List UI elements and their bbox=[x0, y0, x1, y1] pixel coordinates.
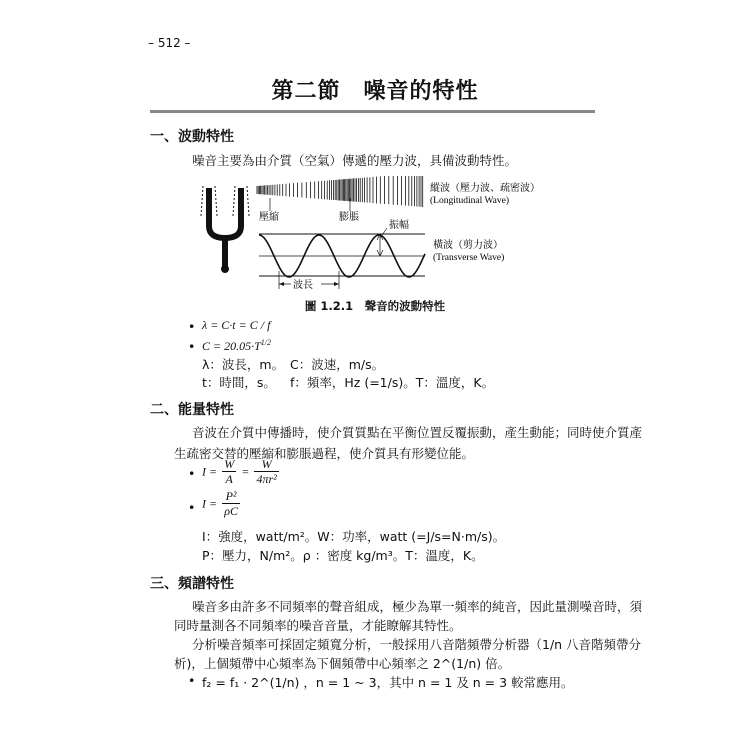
energy-para-line1: 音波在介質中傳播時，使介質質點在平衡位置反覆振動，產生動能；同時使介質產 bbox=[192, 425, 643, 440]
formula-intensity-power: I = $\frac{W}{A}$ = $\frac{W}{\text{4πr²}}$ bbox=[202, 457, 277, 486]
longitudinal-label-zh: 縱波（壓力波、疏密波） bbox=[430, 183, 540, 194]
tuning-fork-icon bbox=[201, 186, 249, 273]
transverse-wave bbox=[259, 234, 425, 289]
def-pressure-density: P：壓力，N/m²。ρ ：密度 kg/m³。T：溫度，K。 bbox=[202, 548, 484, 563]
def-intensity-power: I：強度，watt/m²。W：功率，watt (=J/s=N·m/s)。 bbox=[202, 529, 506, 544]
compression-label: 壓縮 bbox=[259, 212, 279, 223]
wave-figure bbox=[195, 176, 555, 301]
spectrum-para-line3: 分析噪音頻率可採固定頻寬分析，一般採用八音階頻帶分析器（1/n 八音階頻帶分 bbox=[192, 637, 642, 652]
longitudinal-wave bbox=[257, 176, 423, 207]
spectrum-para-line1: 噪音多由許多不同頻率的聲音組成，極少為單一頻率的純音，因此量測噪音時，須 bbox=[192, 599, 643, 614]
section-heading-wave: 一、波動特性 bbox=[150, 129, 234, 145]
def-time: t：時間，s。 bbox=[202, 375, 276, 390]
wave-intro-text: 噪音主要為由介質（空氣）傳遞的壓力波，具備波動特性。 bbox=[192, 153, 518, 168]
bullet-4: • bbox=[188, 500, 196, 515]
bullet-5: • bbox=[188, 673, 196, 688]
def-speed: C：波速，m/s。 bbox=[290, 357, 385, 372]
def-wavelength: λ：波長，m。 bbox=[202, 357, 285, 372]
formula-speed: $C = 20.05\cdot T^{1/2}$ bbox=[202, 338, 272, 353]
transverse-label-zh: 橫波（剪力波） bbox=[433, 240, 503, 251]
spectrum-para-line2: 同時量測各不同頻率的噪音音量，才能瞭解其特性。 bbox=[174, 618, 462, 633]
formula-band-frequency: f₂ = f₁ · 2^(1/n) ，n = 1 ~ 3，其中 n = 1 及 n = 3 較常應用。 bbox=[202, 675, 574, 690]
formula-intensity-pressure: I = $\frac{\text{P²}}{\rho C}$ bbox=[202, 489, 238, 518]
bullet-2: • bbox=[188, 339, 196, 354]
longitudinal-label-en: (Longitudinal Wave) bbox=[430, 196, 509, 206]
bullet-3: • bbox=[188, 466, 196, 481]
formula-wavelength: λ = C·t = C / f bbox=[202, 318, 271, 332]
rarefaction-label: 膨脹 bbox=[339, 212, 359, 223]
page-number: – 512 – bbox=[148, 36, 191, 50]
spectrum-para-line4: 析)，上個頻帶中心頻率為下個頻帶中心頻率之 2^(1/n) 倍。 bbox=[174, 656, 511, 671]
section-heading-spectrum: 三、頻譜特性 bbox=[150, 576, 234, 592]
bullet-1: • bbox=[188, 319, 196, 334]
figure-caption: 圖 1.2.1 聲音的波動特性 bbox=[304, 299, 446, 313]
chapter-title: 第二節 噪音的特性 bbox=[271, 79, 479, 104]
energy-para-line2: 生疏密交替的壓縮和膨脹過程，使介質具有形變位能。 bbox=[174, 446, 475, 461]
title-divider bbox=[150, 110, 595, 113]
amplitude-label: 振幅 bbox=[389, 220, 409, 231]
def-frequency-temp: f：頻率，Hz (=1/s)。T：溫度，K。 bbox=[290, 375, 495, 390]
wavelength-label: 波長 bbox=[293, 280, 313, 291]
transverse-label-en: (Transverse Wave) bbox=[433, 253, 505, 263]
section-heading-energy: 二、能量特性 bbox=[150, 402, 234, 418]
